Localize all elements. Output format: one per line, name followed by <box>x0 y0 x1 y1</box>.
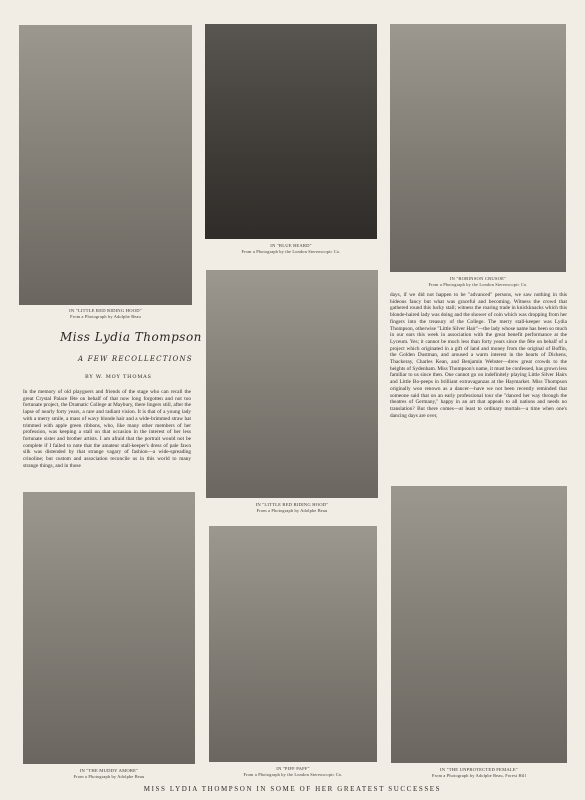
caption-6 <box>209 766 377 778</box>
photo-blue-beard <box>205 24 377 239</box>
caption-title: IN "PIFF PAFF" <box>276 766 310 771</box>
article-byline: BY W. MOY THOMAS <box>85 374 152 380</box>
photo-piff-paff <box>209 526 377 762</box>
caption-title: IN "LITTLE RED RIDING HOOD" <box>69 308 142 313</box>
caption-source: From a Photograph by the London Stereoscopic Co. <box>241 249 341 254</box>
caption-source: From a Photograph by the London Stereoscopic Co. <box>428 282 528 287</box>
caption-title: IN "BLUE BEARD" <box>270 243 312 248</box>
photo-the-muddy-amore <box>23 492 195 764</box>
caption-source: From a Photograph by the London Stereoscopic Co. <box>243 772 343 777</box>
caption-2 <box>205 243 377 255</box>
caption-title: IN "LITTLE RED RIDING HOOD" <box>255 502 329 507</box>
photo-little-red-riding-hood-cloak <box>206 270 378 498</box>
caption-source: From a Photograph by Adolphe Beau <box>70 314 141 319</box>
caption-3 <box>390 276 566 288</box>
page-footer-caption: MISS LYDIA THOMPSON IN SOME OF HER GREATEST SUCCESSES <box>143 785 442 793</box>
article-title: Miss Lydia Thompson <box>60 330 202 344</box>
caption-7 <box>391 767 567 779</box>
article-column-1: In the memory of old playgoers and friends of the stage who can recall the great Crystal Palace fête on behalf of that now long forgotten and not too fortunate project, the Dramatic College at Maybury, there lingers still, after the lapse of nearly forty years, a rare and radiant vision. It is that of a young lady with a merry smile, a mass of wavy blonde hair and a wide-brimmed straw hat trimmed with apple green ribbons, who, like many other members of her profession, was keeping a stall on that occasion in the interest of her less fortunate sister and brother artists. I am afraid that the portrait would not be complete if I failed to note that the amateur stall-keeper's dress of pale fawn silk was distended by that strange vagary of fashion—a wide-spreading crinoline; but custom and association reconcile us in this world to many strange things, and in those <box>23 389 191 469</box>
caption-4 <box>206 502 378 514</box>
caption-source: From a Photograph by Adolphe Beau <box>73 774 145 779</box>
photo-the-unprotected-female <box>391 486 567 763</box>
article-subtitle: A FEW RECOLLECTIONS <box>78 355 193 363</box>
caption-title: IN "ROBINSON CRUSOE" <box>449 276 507 281</box>
article-column-2: days, if we did not happen to be "advanced" persons, we saw nothing in this hideous fancy but what was graceful and becoming. Witness the crowd that gathered round this lucky stall; witness the roaring trade in knickknacks which this blonde-haired lady was doing and the shower of coin which was dropping from her fingers into the treasury of the College. The merry stall-keeper was Lydia Thompson, otherwise "Little Silver Hair"—the lady whose name has been so much in our ears this week in association with the great benefit performance at the Lyceum. Yes; it cannot be much less than forty years since the fête on behalf of a project which originated in a gift of land and money from the original of Boffin, the Golden Dustman, and aroused a warm interest in the hearts of Dickens, Thackeray, Charles Kean, and Benjamin Webster—drew great crowds to the heights of Sydenham. Miss Thompson's name, it must be confessed, has grown less familiar to us since then. One cannot go on indefinitely playing Little Silver Hairs and Little Bo-peeps in brilliant extravaganzas at the Haymarket. Miss Thompson originally won renown as a dancer—have we not been recently reminded that someone said that on an early professional tour she "danced her way through the theatres of Germany," happy in an art that appeals to all nations and needs no translation? But there comes—at least to ordinary mortals—a time when one's dancing days are over, <box>390 292 567 419</box>
caption-title: IN "THE MUDDY AMORE" <box>79 768 139 773</box>
caption-1 <box>19 308 192 320</box>
caption-source: From a Photograph by Adolphe Beau, Forest Hill <box>432 773 526 778</box>
caption-source: From a Photograph by Adolphe Beau <box>256 508 328 513</box>
caption-5 <box>23 768 195 780</box>
caption-title: IN "THE UNPROTECTED FEMALE" <box>440 767 518 772</box>
photo-little-red-riding-hood-sailor <box>19 25 192 305</box>
photo-robinson-crusoe <box>390 24 566 272</box>
